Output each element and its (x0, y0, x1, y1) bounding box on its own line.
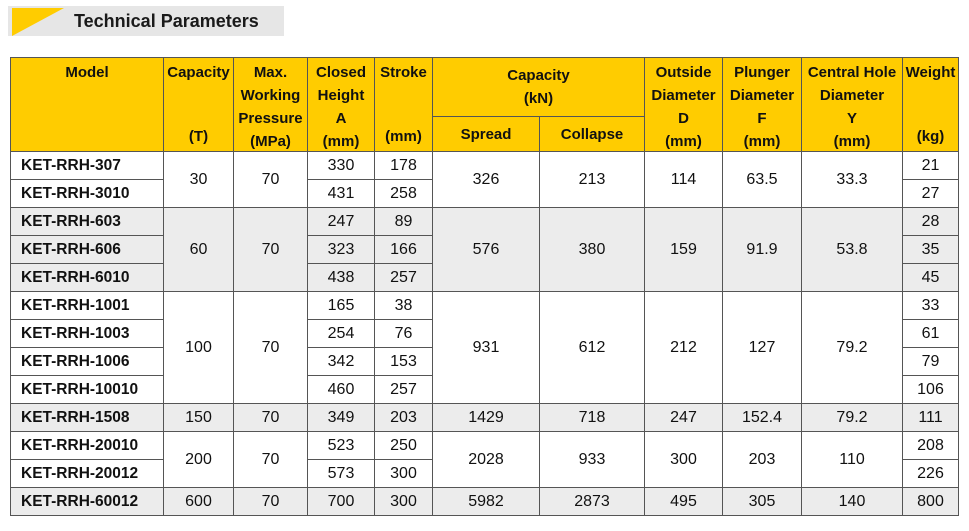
header-capacity-t-unit: (T) (188, 128, 209, 145)
model-cell: KET-RRH-1001 (11, 292, 164, 320)
spread-cell: 931 (433, 292, 540, 404)
stroke-cell: 76 (375, 320, 433, 348)
weight-cell: 208 (903, 432, 959, 460)
closed-height-cell: 349 (308, 404, 375, 432)
capacity-cell: 30 (164, 152, 234, 208)
header-plunger-diameter-l3: F (757, 110, 767, 127)
title-accent-triangle (12, 8, 64, 36)
collapse-cell: 933 (540, 432, 645, 488)
outside-diameter-cell: 495 (645, 488, 723, 516)
pressure-cell: 70 (234, 404, 308, 432)
closed-height-cell: 323 (308, 236, 375, 264)
group-600t (11, 488, 959, 516)
pressure-cell: 70 (234, 488, 308, 516)
header-model (11, 58, 164, 152)
spread-cell: 5982 (433, 488, 540, 516)
header-outside-diameter-l3: D (678, 110, 689, 127)
central-hole-cell: 79.2 (802, 292, 903, 404)
weight-cell: 800 (903, 488, 959, 516)
stroke-cell: 258 (375, 180, 433, 208)
table-header (11, 58, 959, 152)
group-100t (11, 292, 959, 404)
header-central-hole-l3: Y (846, 110, 857, 127)
closed-height-cell: 438 (308, 264, 375, 292)
group-60t (11, 208, 959, 292)
header-central-hole-l2: Diameter (819, 87, 885, 104)
header-weight-label: Weight (905, 64, 956, 81)
header-plunger-diameter-unit: (mm) (743, 133, 781, 150)
collapse-cell: 2873 (540, 488, 645, 516)
header-closed-height-l1: Closed (315, 64, 366, 81)
group-150t (11, 404, 959, 432)
table-row (11, 404, 959, 432)
table-row (11, 208, 959, 236)
spread-cell: 1429 (433, 404, 540, 432)
closed-height-cell: 342 (308, 348, 375, 376)
central-hole-cell: 79.2 (802, 404, 903, 432)
technical-parameters-table (10, 57, 959, 516)
outside-diameter-cell: 300 (645, 432, 723, 488)
header-weight (903, 58, 959, 152)
closed-height-cell: 330 (308, 152, 375, 180)
central-hole-cell: 53.8 (802, 208, 903, 292)
closed-height-cell: 700 (308, 488, 375, 516)
header-plunger-diameter-l2: Diameter (729, 87, 795, 104)
header-stroke-label: Stroke (380, 64, 427, 81)
stroke-cell: 89 (375, 208, 433, 236)
model-cell: KET-RRH-6010 (11, 264, 164, 292)
outside-diameter-cell: 114 (645, 152, 723, 208)
header-spread: Spread (433, 117, 540, 152)
weight-cell: 33 (903, 292, 959, 320)
capacity-cell: 100 (164, 292, 234, 404)
capacity-cell: 60 (164, 208, 234, 292)
header-max-pressure-l2: Working (240, 87, 301, 104)
pressure-cell: 70 (234, 152, 308, 208)
plunger-diameter-cell: 305 (723, 488, 802, 516)
weight-cell: 79 (903, 348, 959, 376)
header-weight-unit: (kg) (916, 128, 945, 145)
header-plunger-diameter (723, 58, 802, 152)
header-capacity-kn-label: Capacity (507, 67, 570, 84)
closed-height-cell: 460 (308, 376, 375, 404)
header-capacity-kn (433, 58, 645, 117)
group-30t (11, 152, 959, 208)
group-200t (11, 432, 959, 488)
weight-cell: 226 (903, 460, 959, 488)
header-closed-height-l3: A (335, 110, 347, 127)
header-outside-diameter-l1: Outside (655, 64, 712, 81)
table-row (11, 488, 959, 516)
model-cell: KET-RRH-606 (11, 236, 164, 264)
header-max-pressure (234, 58, 308, 152)
plunger-diameter-cell: 203 (723, 432, 802, 488)
pressure-cell: 70 (234, 292, 308, 404)
outside-diameter-cell: 247 (645, 404, 723, 432)
header-capacity-t-label: Capacity (167, 64, 230, 81)
central-hole-cell: 33.3 (802, 152, 903, 208)
capacity-cell: 200 (164, 432, 234, 488)
capacity-cell: 150 (164, 404, 234, 432)
table-row (11, 152, 959, 180)
model-cell: KET-RRH-20010 (11, 432, 164, 460)
closed-height-cell: 165 (308, 292, 375, 320)
header-closed-height-l2: Height (317, 87, 365, 104)
capacity-cell: 600 (164, 488, 234, 516)
header-central-hole (802, 58, 903, 152)
header-capacity-t (164, 58, 234, 152)
collapse-cell: 213 (540, 152, 645, 208)
weight-cell: 111 (903, 404, 959, 432)
header-stroke (375, 58, 433, 152)
model-cell: KET-RRH-1003 (11, 320, 164, 348)
weight-cell: 45 (903, 264, 959, 292)
stroke-cell: 257 (375, 264, 433, 292)
header-plunger-diameter-l1: Plunger (734, 64, 790, 81)
header-central-hole-l1: Central Hole (807, 64, 897, 81)
header-max-pressure-unit: (MPa) (250, 133, 291, 150)
weight-cell: 35 (903, 236, 959, 264)
model-cell: KET-RRH-1006 (11, 348, 164, 376)
central-hole-cell: 110 (802, 432, 903, 488)
section-title: Technical Parameters (74, 11, 259, 31)
central-hole-cell: 140 (802, 488, 903, 516)
model-cell: KET-RRH-307 (11, 152, 164, 180)
weight-cell: 21 (903, 152, 959, 180)
table-row (11, 432, 959, 460)
closed-height-cell: 431 (308, 180, 375, 208)
model-cell: KET-RRH-10010 (11, 376, 164, 404)
pressure-cell: 70 (234, 432, 308, 488)
header-collapse: Collapse (540, 117, 645, 152)
closed-height-cell: 573 (308, 460, 375, 488)
spread-cell: 576 (433, 208, 540, 292)
spread-cell: 326 (433, 152, 540, 208)
collapse-cell: 380 (540, 208, 645, 292)
stroke-cell: 178 (375, 152, 433, 180)
header-outside-diameter-l2: Diameter (651, 87, 716, 104)
stroke-cell: 257 (375, 376, 433, 404)
closed-height-cell: 247 (308, 208, 375, 236)
header-closed-height-unit: (mm) (322, 133, 360, 150)
stroke-cell: 203 (375, 404, 433, 432)
table-row (11, 292, 959, 320)
plunger-diameter-cell: 63.5 (723, 152, 802, 208)
plunger-diameter-cell: 91.9 (723, 208, 802, 292)
model-cell: KET-RRH-20012 (11, 460, 164, 488)
stroke-cell: 300 (375, 460, 433, 488)
header-capacity-kn-unit: (kN) (523, 90, 554, 107)
header-stroke-unit: (mm) (385, 128, 422, 145)
plunger-diameter-cell: 127 (723, 292, 802, 404)
header-closed-height (308, 58, 375, 152)
collapse-cell: 718 (540, 404, 645, 432)
stroke-cell: 153 (375, 348, 433, 376)
closed-height-cell: 254 (308, 320, 375, 348)
closed-height-cell: 523 (308, 432, 375, 460)
header-max-pressure-l1: Max. (253, 64, 288, 81)
header-central-hole-unit: (mm) (833, 133, 871, 150)
outside-diameter-cell: 159 (645, 208, 723, 292)
weight-cell: 28 (903, 208, 959, 236)
pressure-cell: 70 (234, 208, 308, 292)
weight-cell: 27 (903, 180, 959, 208)
model-cell: KET-RRH-603 (11, 208, 164, 236)
model-cell: KET-RRH-3010 (11, 180, 164, 208)
stroke-cell: 300 (375, 488, 433, 516)
header-model-label: Model (65, 64, 109, 81)
header-max-pressure-l3: Pressure (238, 110, 303, 127)
spread-cell: 2028 (433, 432, 540, 488)
model-cell: KET-RRH-1508 (11, 404, 164, 432)
collapse-cell: 612 (540, 292, 645, 404)
outside-diameter-cell: 212 (645, 292, 723, 404)
header-outside-diameter (645, 58, 723, 152)
stroke-cell: 250 (375, 432, 433, 460)
weight-cell: 61 (903, 320, 959, 348)
plunger-diameter-cell: 152.4 (723, 404, 802, 432)
stroke-cell: 166 (375, 236, 433, 264)
model-cell: KET-RRH-60012 (11, 488, 164, 516)
stroke-cell: 38 (375, 292, 433, 320)
weight-cell: 106 (903, 376, 959, 404)
header-outside-diameter-unit: (mm) (665, 133, 702, 150)
